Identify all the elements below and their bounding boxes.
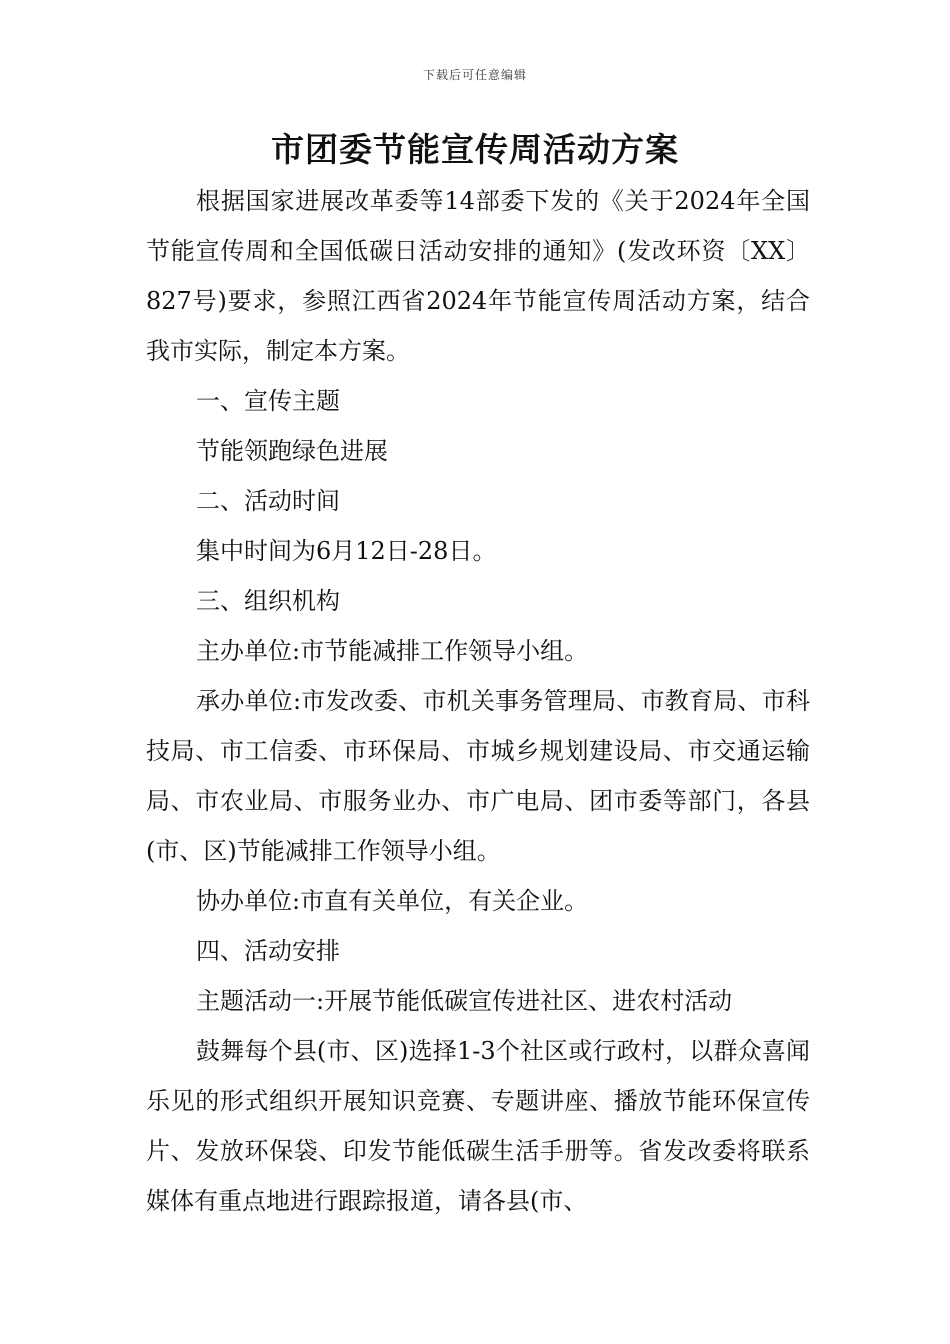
- paragraph-time: 集中时间为6月12日-28日。: [196, 537, 497, 565]
- activity-heading-1: 主题活动一:开展节能低碳宣传进社区、进农村活动: [196, 987, 733, 1015]
- paragraph-co-organizers: 协办单位:市直有关单位，有关企业。: [196, 887, 589, 915]
- section-heading-organization: 三、组织机构: [196, 587, 340, 615]
- header-note: 下载后可任意编辑: [422, 68, 527, 82]
- section-heading-activities: 四、活动安排: [196, 937, 340, 965]
- section-heading-theme: 一、宣传主题: [196, 387, 340, 415]
- paragraph-theme: 节能领跑绿色进展: [196, 437, 388, 465]
- paragraph-host: 主办单位:市节能减排工作领导小组。: [196, 637, 589, 665]
- document-body: [146, 176, 810, 1226]
- paragraph-intro: 根据国家进展改革委等14部委下发的《关于2024年全国节能宣传周和全国低碳日活动安排的通知》(发改环资〔XX〕827号)要求，参照江西省2024年节能宣传周活动方案，结合我市实际，制定本方案。: [146, 187, 810, 365]
- document-title: 市团委节能宣传周活动方案: [271, 130, 679, 169]
- section-heading-time: 二、活动时间: [196, 487, 340, 515]
- paragraph-activity-1: 鼓舞每个县(市、区)选择1-3个社区或行政村，以群众喜闻乐见的形式组织开展知识竞赛、专题讲座、播放节能环保宣传片、发放环保袋、印发节能低碳生活手册等。省发改委将联系媒体有重点地进行跟踪报道，请各县(市、: [146, 1037, 810, 1215]
- paragraph-organizers: 承办单位:市发改委、市机关事务管理局、市教育局、市科技局、市工信委、市环保局、市城乡规划建设局、市交通运输局、市农业局、市服务业办、市广电局、团市委等部门，各县(市、区)节能减排工作领导小组。: [146, 687, 810, 865]
